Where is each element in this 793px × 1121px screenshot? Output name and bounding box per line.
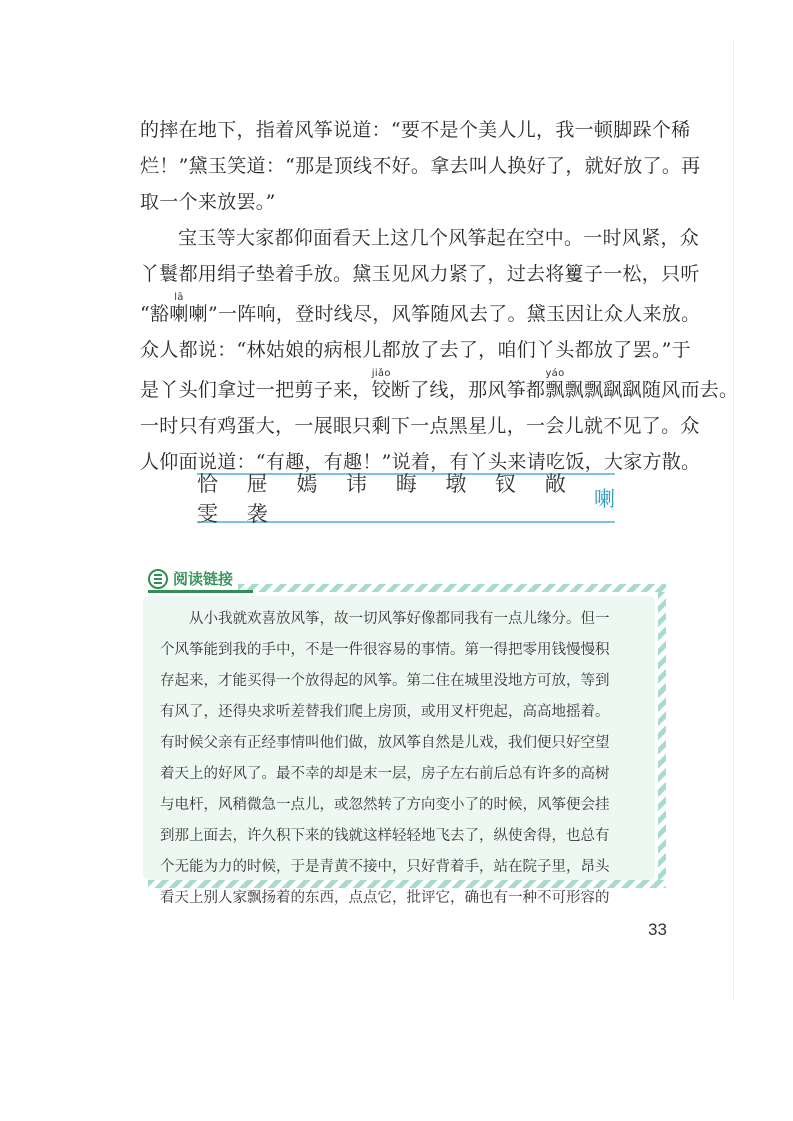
reading-line: 个无能为力的时候，于是青黄不接中，只好背着手，站在院子里，昂头	[160, 859, 610, 875]
text-segment: “豁	[140, 303, 170, 325]
new-characters-box	[197, 472, 615, 526]
text-line: 烂！”黛玉笑道：“那是顶线不好。拿去叫人换好了，就好放了。再	[140, 155, 701, 177]
text-line	[140, 292, 701, 332]
page-number: 33	[648, 920, 667, 939]
ruby-base: 铰	[371, 379, 391, 401]
paragraph-2	[140, 220, 739, 480]
text-line: 丫鬟都用绢子垫着手放。黛玉见风力紧了，过去将籰子一松，只听	[140, 263, 700, 285]
text-segment: 喇”一阵响，登时线尽，风筝随风去了。黛玉因让众人来放。	[188, 303, 701, 325]
text-line: 取一个来放罢。”	[140, 191, 276, 213]
pinyin-ruby	[545, 368, 565, 401]
text-line: 人仰面说道：“有趣，有趣！”说着，有丫头来请吃饭，大家方散。	[140, 451, 701, 473]
reading-line: 有风了，还得央求听差替我们爬上房顶，或用叉杆兜起，高高地摇着。	[160, 704, 610, 720]
reading-link-label: 阅读链接	[173, 570, 234, 588]
ruby-base: 飘	[545, 379, 565, 401]
reading-line: 从小我就欢喜放风筝，故一切风筝好像都同我有一点儿缘分。但一	[189, 611, 610, 627]
paragraph-1	[140, 112, 701, 220]
tag-underline	[148, 590, 253, 593]
book-icon	[148, 569, 168, 589]
reading-line: 到那上面去，许久积下来的钱就这样轻轻地飞去了，纵使舍得，也总有	[160, 828, 610, 844]
text-line: 的摔在地下，指着风筝说道：“要不是个美人儿，我一顿脚跺个稀	[140, 119, 691, 141]
pinyin: lā	[169, 292, 189, 303]
text-line: 宝玉等大家都仰面看天上这几个风筝起在空中。一时风紧，众	[178, 227, 700, 249]
decorative-stripe	[658, 592, 666, 880]
reading-line: 与电杆，风稍微急一点儿，或忽然转了方向变小了的时候，风筝便会挂	[160, 797, 610, 813]
reading-line: 个风筝能到我的手中，不是一件很容易的事情。第一得把零用钱慢慢积	[160, 642, 610, 658]
pinyin-ruby	[169, 292, 189, 325]
reading-line: 存起来，才能买得一个放得起的风筝。第二住在城里没地方可放，等到	[160, 673, 610, 689]
text-line: 一时只有鸡蛋大，一展眼只剩下一点黑星儿，一会儿就不见了。众	[140, 415, 700, 437]
decorative-stripe	[238, 584, 666, 592]
text-line	[140, 368, 739, 408]
new-characters: 恰 屉 嫣 讳 晦 墩 钗 敞 雯 袭	[197, 472, 577, 526]
pinyin-ruby	[371, 368, 391, 401]
text-segment: 断了线，那风筝都	[390, 379, 546, 401]
pinyin: jiǎo	[371, 368, 391, 379]
ruby-base: 喇	[169, 303, 189, 325]
reading-line: 着天上的好风了。最不幸的却是末一层，房子左右前后总有许多的高树	[160, 766, 610, 782]
reading-link-text	[160, 604, 646, 914]
highlight-character: 喇	[594, 487, 615, 511]
text-segment: 是丫头们拿过一把剪子来，	[140, 379, 372, 401]
reading-link-tag	[148, 568, 233, 589]
text-segment: 飘飘飖飖随风而去。	[564, 379, 739, 401]
pinyin: yáo	[545, 368, 565, 379]
page-edge	[733, 40, 734, 1000]
reading-line: 有时候父亲有正经事情叫他们做，放风筝自然是儿戏，我们便只好空望	[160, 735, 610, 751]
reading-line: 看天上别人家飘扬着的东西，点点它，批评它，确也有一种不可形容的	[160, 890, 610, 906]
main-text	[140, 112, 739, 480]
text-line: 众人都说：“林姑娘的病根儿都放了去了，咱们丫头都放了罢。”于	[140, 339, 691, 361]
